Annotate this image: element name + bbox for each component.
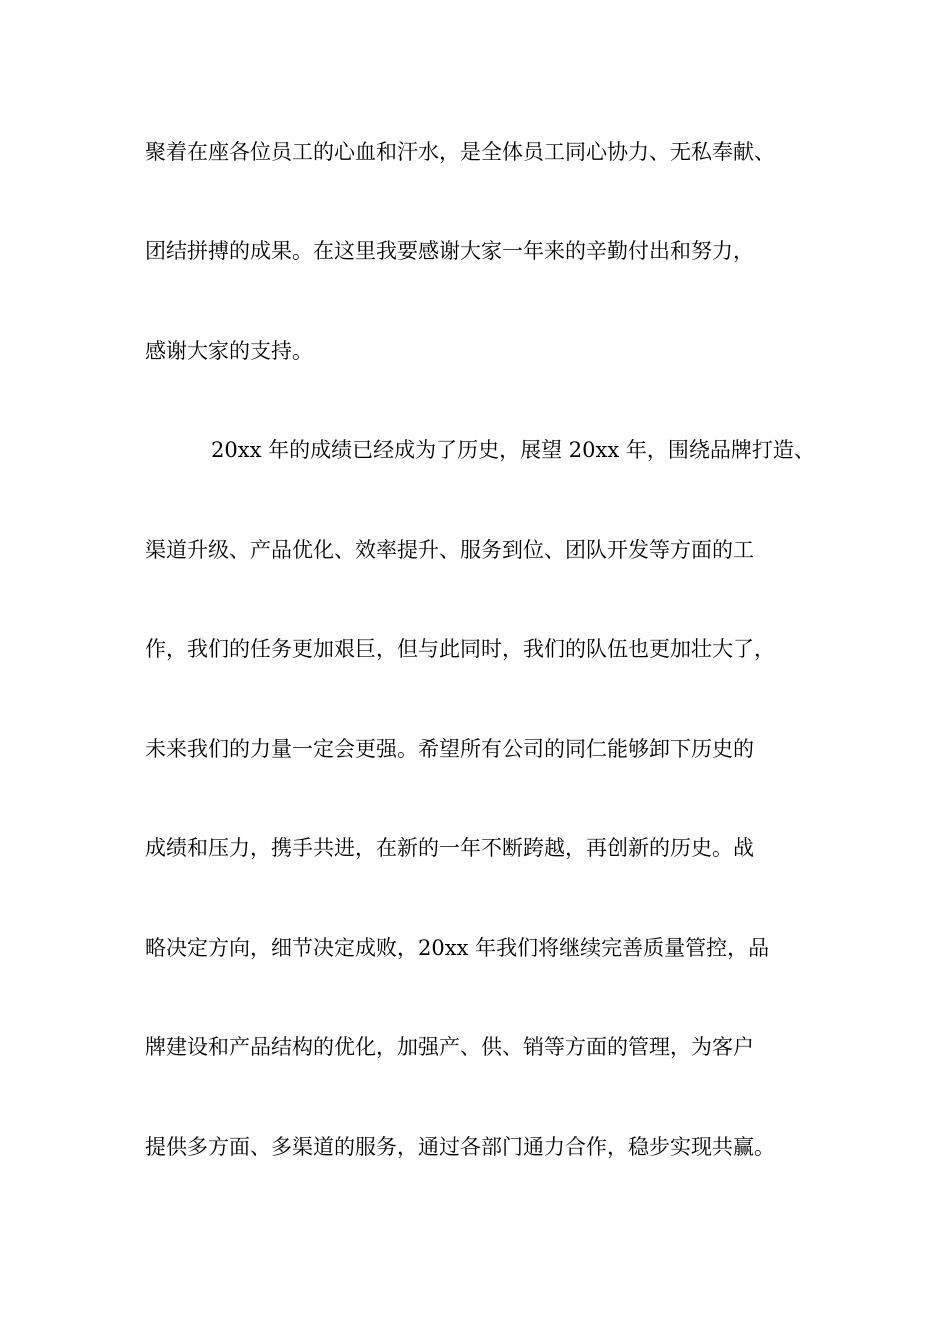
text-line-6: 作，我们的任务更加艰巨，但与此同时，我们的队伍也更加壮大了，	[145, 637, 775, 661]
text-line-3: 感谢大家的支持。	[145, 339, 313, 363]
text-line-2: 团结拼搏的成果。在这里我要感谢大家一年来的辛勤付出和努力，	[145, 239, 754, 263]
text-line-5: 渠道升级、产品优化、效率提升、服务到位、团队开发等方面的工	[145, 538, 754, 562]
text-line-10: 牌建设和产品结构的优化，加强产、供、销等方面的管理，为客户	[145, 1035, 754, 1059]
text-line-7: 未来我们的力量一定会更强。希望所有公司的同仁能够卸下历史的	[145, 737, 754, 761]
text-line-8: 成绩和压力，携手共进，在新的一年不断跨越，再创新的历史。战	[145, 836, 754, 860]
text-line-4: 20xx 年的成绩已经成为了历史，展望 20xx 年，围绕品牌打造、	[211, 438, 815, 462]
text-line-11: 提供多方面、多渠道的服务，通过各部门通力合作，稳步实现共赢。	[145, 1135, 775, 1159]
text-line-9: 略决定方向，细节决定成败，20xx 年我们将继续完善质量管控，品	[145, 936, 770, 960]
text-line-1: 聚着在座各位员工的心血和汗水，是全体员工同心协力、无私奉献、	[145, 140, 775, 164]
